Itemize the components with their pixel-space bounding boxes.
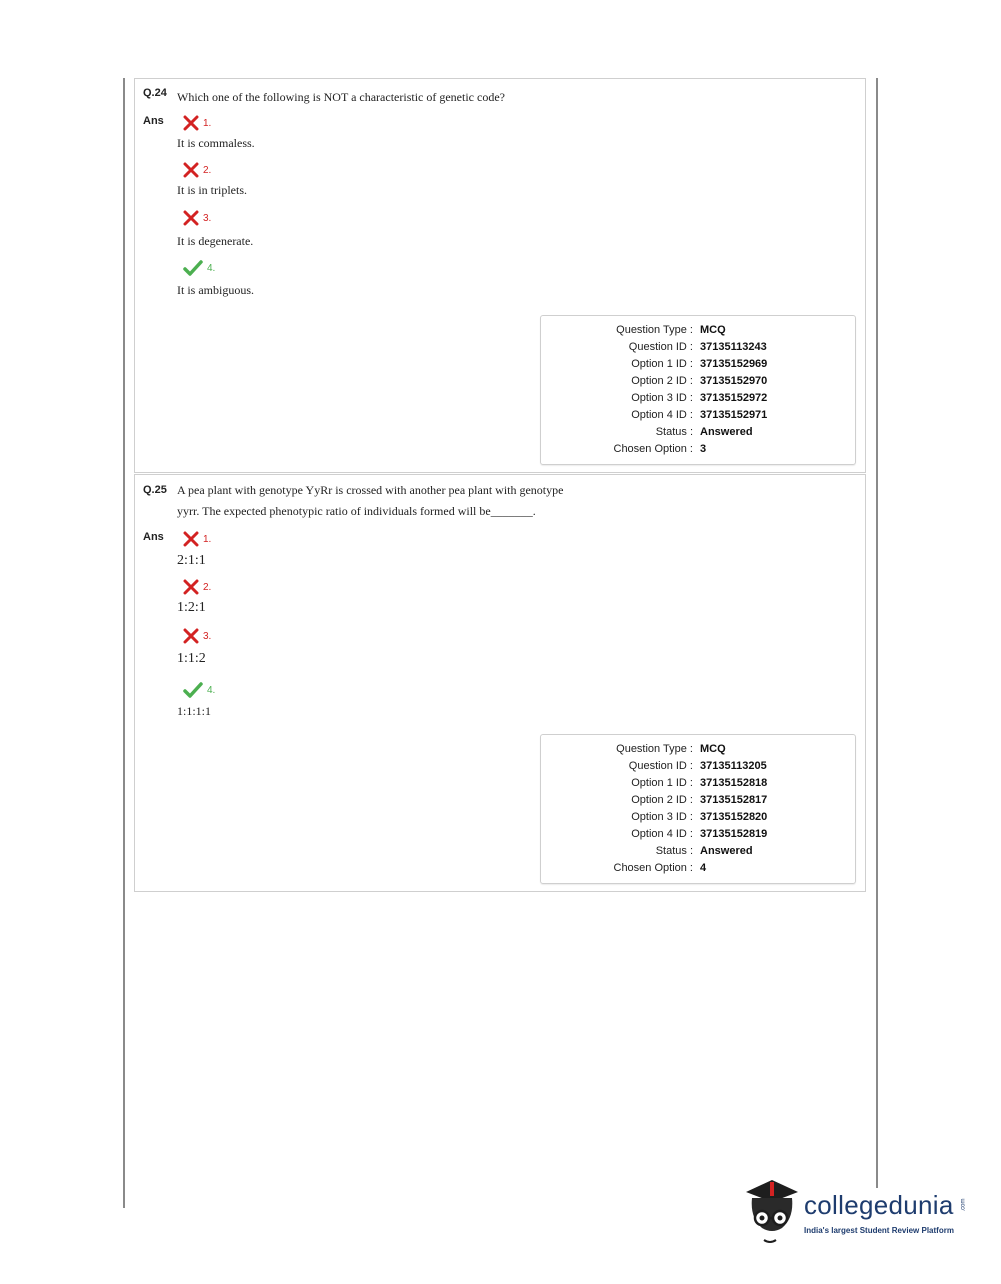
option-number: 3. xyxy=(203,212,212,224)
meta-key: Status : xyxy=(655,426,693,438)
meta-value: 3 xyxy=(700,443,707,455)
meta-row xyxy=(541,792,855,809)
option-text: It is ambiguous. xyxy=(177,283,254,297)
option-number: 1. xyxy=(203,533,212,545)
option-number: 2. xyxy=(203,164,212,176)
meta-key: Question ID : xyxy=(628,341,693,353)
meta-value: 37135152971 xyxy=(700,409,768,421)
answer-label: Ans xyxy=(143,531,164,543)
question-number: Q.25 xyxy=(143,484,167,496)
logo-suffix: .com xyxy=(960,1198,967,1212)
option-text: 1:1:2 xyxy=(177,651,206,666)
meta-row xyxy=(541,860,855,877)
option-text: It is commaless. xyxy=(177,136,255,150)
meta-row xyxy=(541,339,855,356)
meta-key: Option 4 ID : xyxy=(631,409,693,421)
logo-wordmark: collegedunia xyxy=(804,1190,954,1220)
option-marker-4 xyxy=(183,259,215,277)
question-text-line: yyrr. The expected phenotypic ratio of individuals formed will be_______. xyxy=(177,504,536,518)
checkmark-icon xyxy=(183,260,203,276)
meta-key: Option 3 ID : xyxy=(631,811,693,823)
meta-key: Question ID : xyxy=(628,760,693,772)
option-marker-3 xyxy=(183,209,211,227)
option-number: 4. xyxy=(207,684,216,696)
meta-key: Option 1 ID : xyxy=(631,358,693,370)
meta-value: MCQ xyxy=(700,743,726,755)
meta-key: Option 2 ID : xyxy=(631,375,693,387)
question-panel-25 xyxy=(134,474,866,892)
meta-row xyxy=(541,826,855,843)
question-meta-box xyxy=(540,734,856,884)
meta-value: 37135152970 xyxy=(700,375,768,387)
meta-key: Option 1 ID : xyxy=(631,777,693,789)
option-number: 1. xyxy=(203,117,212,129)
meta-key: Question Type : xyxy=(616,324,693,336)
question-text-line: Which one of the following is NOT a characteristic of genetic code? xyxy=(177,90,505,104)
cross-icon xyxy=(183,162,199,178)
meta-row xyxy=(541,390,855,407)
meta-row xyxy=(541,775,855,792)
meta-key: Option 4 ID : xyxy=(631,828,693,840)
meta-row xyxy=(541,741,855,758)
option-text: 1:1:1:1 xyxy=(177,704,212,718)
cross-icon xyxy=(183,531,199,547)
meta-key: Option 3 ID : xyxy=(631,392,693,404)
meta-row xyxy=(541,356,855,373)
option-text: It is in triplets. xyxy=(177,183,247,197)
meta-row xyxy=(541,843,855,860)
meta-value: 4 xyxy=(700,862,707,874)
collegedunia-logo xyxy=(742,1174,972,1248)
meta-row xyxy=(541,424,855,441)
meta-key: Chosen Option : xyxy=(613,443,693,455)
logo-tagline: India's largest Student Review Platform xyxy=(804,1226,954,1235)
meta-value: 37135152819 xyxy=(700,828,768,840)
option-number: 4. xyxy=(207,262,216,274)
answer-label: Ans xyxy=(143,115,164,127)
meta-value: 37135152818 xyxy=(700,777,768,789)
meta-row xyxy=(541,407,855,424)
question-text-line: A pea plant with genotype YyRr is crossed with another pea plant with genotype xyxy=(177,483,564,497)
mascot-icon xyxy=(742,1174,802,1248)
question-text xyxy=(177,87,505,108)
meta-row xyxy=(541,809,855,826)
question-text xyxy=(177,480,563,522)
checkmark-icon xyxy=(183,682,203,698)
option-text: 1:2:1 xyxy=(177,600,206,615)
meta-value: 37135152820 xyxy=(700,811,768,823)
option-number: 3. xyxy=(203,630,212,642)
meta-key: Option 2 ID : xyxy=(631,794,693,806)
meta-row xyxy=(541,322,855,339)
option-text: It is degenerate. xyxy=(177,234,254,248)
meta-value: 37135113205 xyxy=(700,760,767,772)
meta-row xyxy=(541,758,855,775)
option-marker-2 xyxy=(183,161,211,179)
meta-value: MCQ xyxy=(700,324,726,336)
cross-icon xyxy=(183,115,199,131)
question-panel-24 xyxy=(134,78,866,473)
meta-value: 37135152969 xyxy=(700,358,768,370)
option-marker-1 xyxy=(183,530,211,548)
option-number: 2. xyxy=(203,581,212,593)
option-marker-4 xyxy=(183,681,215,699)
cross-icon xyxy=(183,210,199,226)
option-marker-2 xyxy=(183,578,211,596)
meta-value: 37135113243 xyxy=(700,341,767,353)
meta-value: Answered xyxy=(700,845,753,857)
meta-key: Status : xyxy=(655,845,693,857)
meta-key: Chosen Option : xyxy=(613,862,693,874)
option-text: 2:1:1 xyxy=(177,553,206,568)
question-meta-box xyxy=(540,315,856,465)
meta-value: Answered xyxy=(700,426,753,438)
meta-value: 37135152972 xyxy=(700,392,768,404)
meta-value: 37135152817 xyxy=(700,794,768,806)
left-margin-line xyxy=(123,78,125,1208)
cross-icon xyxy=(183,579,199,595)
question-number: Q.24 xyxy=(143,87,167,99)
meta-row xyxy=(541,373,855,390)
option-marker-3 xyxy=(183,627,211,645)
meta-key: Question Type : xyxy=(616,743,693,755)
cross-icon xyxy=(183,628,199,644)
option-marker-1 xyxy=(183,114,211,132)
right-margin-line xyxy=(876,78,878,1188)
meta-row xyxy=(541,441,855,458)
